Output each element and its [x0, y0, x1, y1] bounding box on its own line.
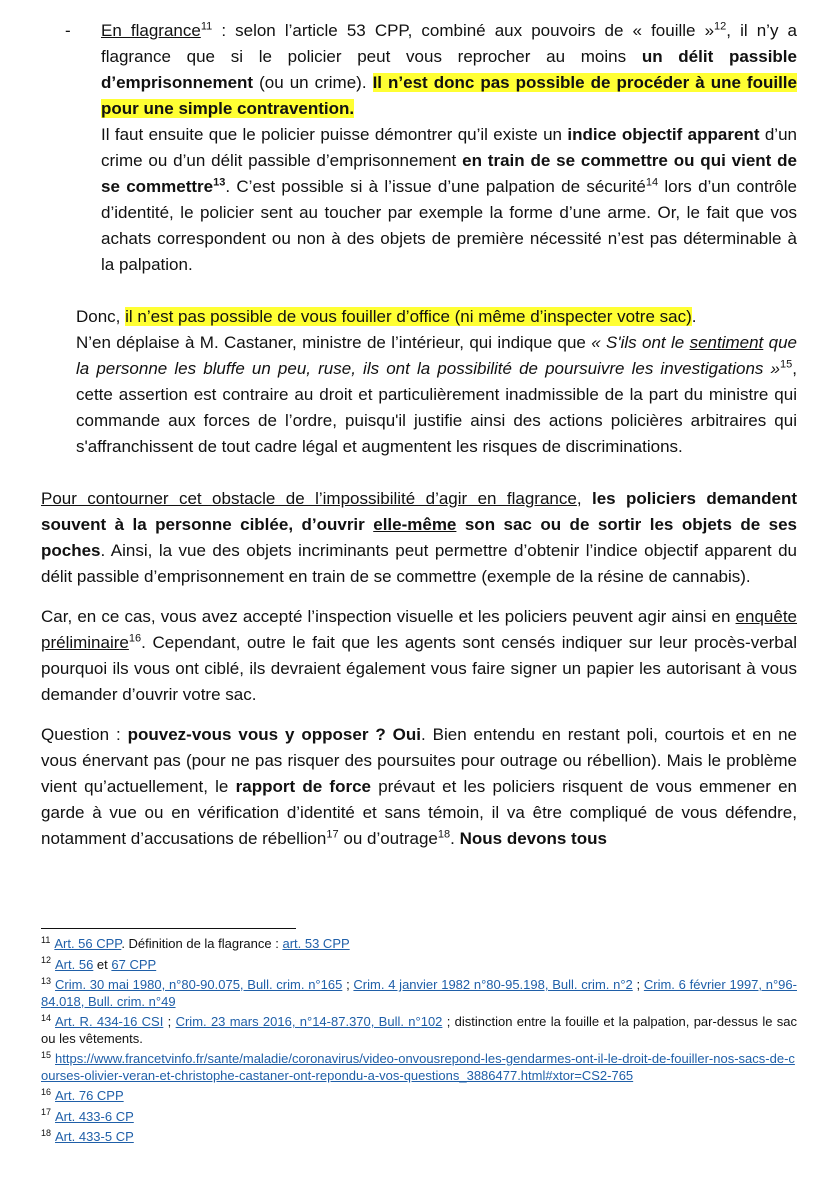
footnote-link[interactable]: Crim. 30 mai 1980, n°80-90.075, Bull. crim. n°165: [55, 977, 343, 992]
text: , il n’y a flagrance que si le policier peut vous reprocher au moins: [101, 21, 797, 66]
footnote-link[interactable]: Art. 56 CPP: [54, 936, 122, 951]
footnote-17: [41, 1109, 797, 1126]
text: Il faut ensuite que le policier puisse démontrer qu’il existe un: [101, 125, 568, 144]
term-flagrance: En flagrance: [101, 21, 201, 40]
footnote-number: 13: [41, 975, 52, 986]
bold-text: en train de se commettre ou qui vient de se commettre: [101, 151, 798, 196]
footnote-number: 17: [41, 1107, 52, 1118]
bullet-flagrance: [41, 18, 797, 278]
text: ou d’outrage: [338, 829, 438, 848]
text: , cette assertion est contraire au droit et particulièrement inadmissible de la part du ministre qui commande aux forces de l’ordre, puisqu'il justifie ainsi des actions policières arbitraires qui s'affranchissent de tout cadre légal et augmentent les risques de discriminations.: [76, 359, 797, 456]
text: . C’est possible si à l’issue d’une palpation de sécurité: [225, 177, 646, 196]
footnote-number: 18: [41, 1127, 52, 1138]
text: et: [93, 956, 112, 972]
bold-text: pouvez-vous vous y opposer ? Oui: [127, 725, 421, 744]
footnote-ref-15[interactable]: 15: [780, 358, 793, 371]
footnote-14: [41, 1014, 797, 1047]
highlighted-text: il n’est pas possible de vous fouiller d’office (ni même d’inspecter votre sac): [125, 307, 692, 326]
bold-underlined-text: elle-même: [373, 515, 457, 534]
bold-text: un délit passible d’emprisonnement: [101, 47, 797, 92]
text: .: [450, 829, 460, 848]
footnote-link[interactable]: Crim. 23 mars 2016, n°14-87.370, Bull. n°102: [175, 1014, 443, 1029]
text: N’en déplaise à M. Castaner, ministre de l’intérieur, qui indique que: [76, 333, 592, 352]
donc-paragraph: [41, 304, 797, 460]
text: . Cependant, outre le fait que les agents sont censés indiquer sur leur procès-verbal pourquoi ils vous ont ciblé, ils devraient également vous faire signer un papier les autorisant à vous demander d’ouvrir votre sac.: [41, 633, 797, 704]
footnote-11: [41, 936, 797, 953]
bold-text: son sac ou de sortir les objets de ses poches: [41, 515, 797, 560]
text: d’un crime ou d’un délit passible d’emprisonnement: [101, 125, 797, 170]
footnote-link[interactable]: Art. R. 434-16 CSI: [55, 1014, 164, 1029]
text: Car, en ce cas, vous avez accepté l’inspection visuelle et les policiers peuvent agir ainsi en: [41, 607, 736, 626]
footnote-number: 16: [41, 1086, 52, 1097]
text: lors d’un contrôle d’identité, le policier sent au toucher par exemple la forme d’une arme. Or, le fait que vos achats correspondent ou non à des objets de première nécessité n’est pas déterminable à la palpation.: [101, 177, 797, 274]
indice-paragraph: [101, 122, 797, 278]
text: ;: [342, 977, 354, 992]
footnote-ref-18[interactable]: 18: [437, 828, 451, 841]
footnote-18: [41, 1129, 797, 1146]
text: . Définition de la flagrance :: [121, 936, 283, 951]
text: prévaut et les policiers risquent de vous emmener en garde à vue ou en vérification d’identité et sans témoin, il va être compliqué de vous défendre, notamment d’accusations de rébellion: [41, 777, 798, 848]
highlighted-text: Il n’est donc pas possible de procéder à une fouille pour une simple contravention.: [101, 73, 797, 118]
footnote-link[interactable]: Art. 433-5 CP: [55, 1129, 134, 1144]
text: (ou un crime).: [253, 73, 373, 92]
quote-text: que la personne les bluffe un peu, ruse, ils ont la possibilité de poursuivre les investigations »: [76, 333, 797, 378]
quote-text: « S'ils ont le: [591, 333, 690, 352]
footnote-ref-14[interactable]: 14: [645, 176, 659, 189]
footnote-number: 15: [41, 1049, 52, 1060]
footnote-separator: [41, 928, 296, 929]
footnote-link[interactable]: Art. 56: [55, 956, 94, 972]
car-paragraph: [41, 604, 797, 708]
text: ;: [632, 977, 644, 992]
quote-underlined: sentiment: [689, 333, 764, 352]
footnote-number: 12: [41, 955, 52, 966]
footnote-link[interactable]: Art. 433-6 CP: [55, 1108, 134, 1124]
footnote-ref-11[interactable]: 11: [200, 20, 213, 33]
flagrance-paragraph: [101, 18, 797, 122]
footnote-number: 11: [41, 934, 51, 945]
footnote-ref-17[interactable]: 17: [326, 828, 339, 841]
footnote-link[interactable]: https://www.francetvinfo.fr/sante/maladie/coronavirus/video-onvousrepond-les-gendarmes-ont-il-le-droit-de-fouiller-nos-sacs-de-courses-olivier-veran-et-christophe-castaner-ont-repondu-a-vos-questions_3886477.html#xtor=CS2-765: [41, 1051, 795, 1083]
question-paragraph: [41, 722, 797, 852]
bullet-dash: -: [65, 21, 71, 40]
footnotes: [41, 936, 797, 1150]
text: ;: [163, 1014, 176, 1029]
footnote-link[interactable]: Crim. 4 janvier 1982 n°80-95.198, Bull. crim. n°2: [353, 977, 633, 992]
footnote-ref-13[interactable]: 13: [213, 176, 226, 189]
footnote-link[interactable]: art. 53 CPP: [282, 936, 350, 951]
text: . Bien entendu en restant poli, courtois et en ne vous énervant pas (pour ne pas risquer des poursuites pour outrage ou rébellion). Mais le problème vient qu’actuellement, le: [41, 725, 797, 796]
bold-text: les policiers demandent souvent à la personne ciblée, d’ouvrir: [41, 489, 797, 534]
underlined-text: enquête préliminaire: [41, 607, 797, 652]
text: Donc,: [76, 307, 126, 326]
footnote-link[interactable]: Crim. 6 février 1997, n°96-84.018, Bull. crim. n°49: [41, 977, 797, 1009]
bold-text: Nous devons tous: [459, 829, 607, 848]
text: : selon l’article 53 CPP, combiné aux pouvoirs de « fouille »: [212, 21, 715, 40]
text: ,: [576, 489, 592, 508]
document-body: [41, 18, 797, 852]
bold-text: rapport de force: [235, 777, 371, 796]
footnote-ref-16[interactable]: 16: [128, 632, 142, 645]
bold-text: indice objectif apparent: [567, 125, 760, 144]
text: . Ainsi, la vue des objets incriminants peut permettre d’obtenir l’indice objectif apparent du délit passible d’emprisonnement en train de se commettre (exemple de la résine de cannabis).: [41, 541, 797, 586]
footnote-12: [41, 957, 797, 974]
footnote-13: [41, 977, 797, 1010]
footnote-16: [41, 1088, 797, 1105]
text: .: [691, 307, 697, 326]
footnote-number: 14: [41, 1012, 52, 1023]
text: ; distinction entre la fouille et la palpation, par-dessus le sac ou les vêtements.: [41, 1014, 797, 1046]
footnote-ref-12[interactable]: 12: [714, 20, 727, 33]
footnote-15: [41, 1051, 797, 1084]
contourner-paragraph: [41, 486, 797, 590]
underlined-text: Pour contourner cet obstacle de l’impossibilité d’agir en flagrance: [41, 489, 577, 508]
text: Question :: [41, 725, 128, 744]
footnote-link[interactable]: Art. 76 CPP: [55, 1088, 124, 1103]
footnote-link[interactable]: 67 CPP: [111, 956, 157, 972]
